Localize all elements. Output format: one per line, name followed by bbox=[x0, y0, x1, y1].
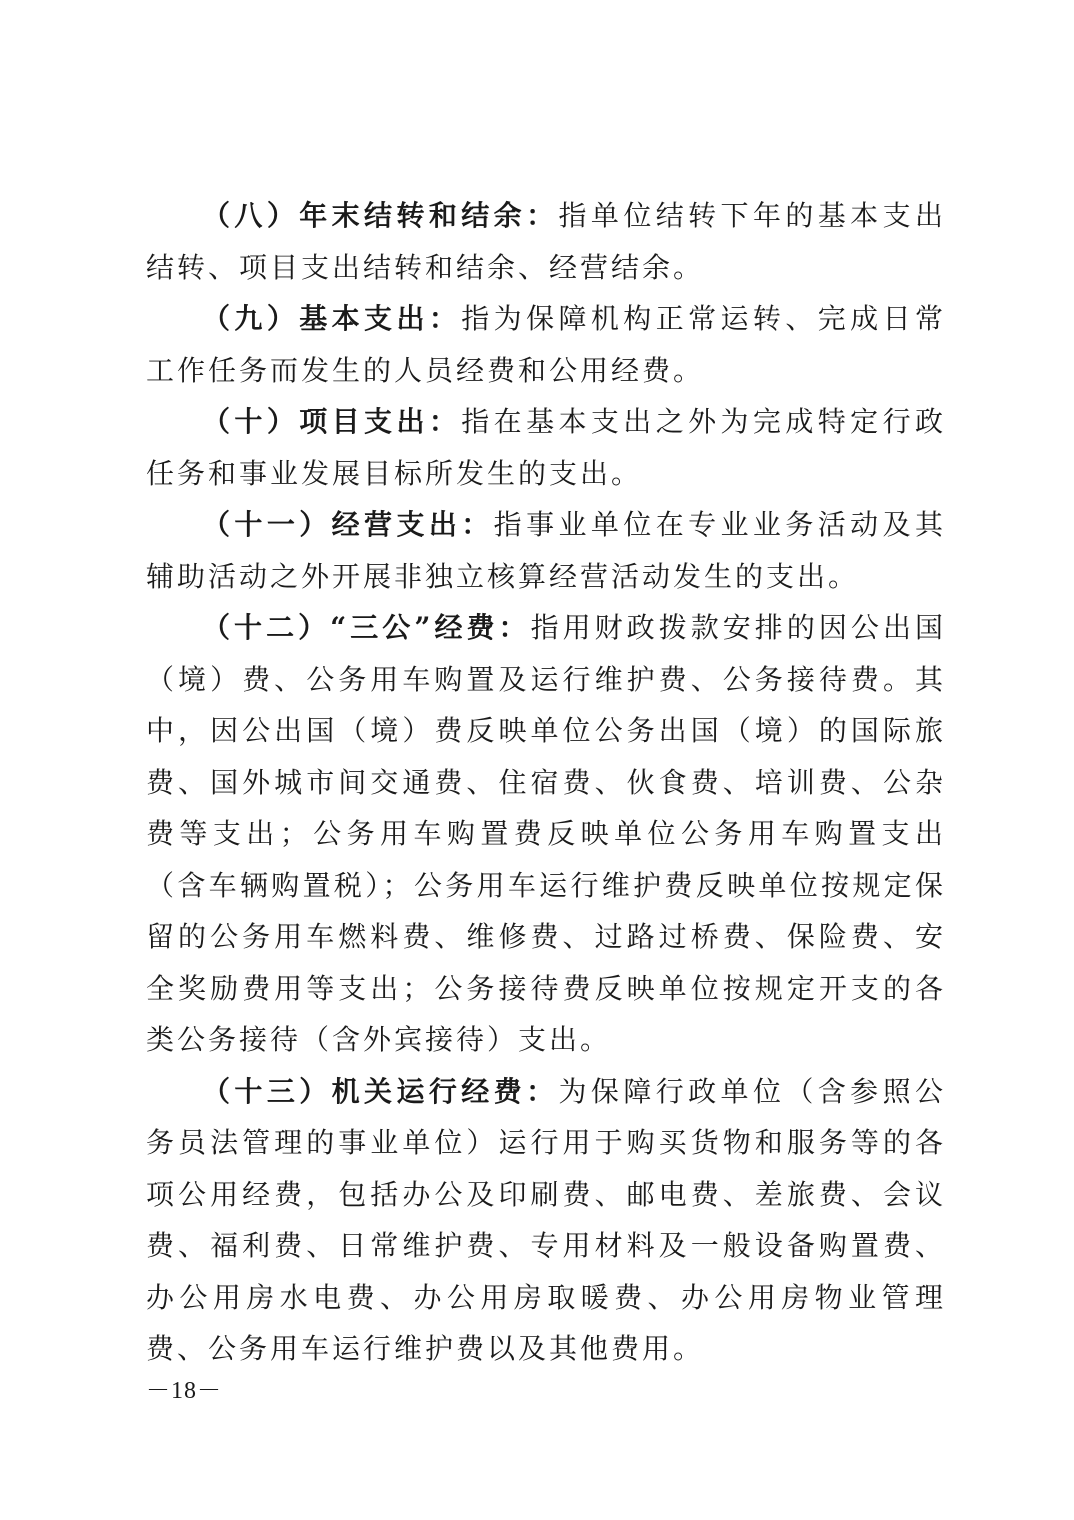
paragraph-basic-expenditure bbox=[146, 293, 946, 396]
term-label: （十一）经营支出： bbox=[202, 508, 494, 541]
definition-text: 为保障行政单位（含参照公务员法管理的事业单位）运行用于购买货物和服务等的各项公用经费，包括办公及印刷费、邮电费、差旅费、会议费、福利费、日常维护费、专用材料及一般设备购置费、办公用房水电费、办公用房取暖费、办公用房物业管理费、公务用车运行维护费以及其他费用。 bbox=[146, 1074, 946, 1365]
paragraph-project-expenditure bbox=[146, 396, 946, 499]
definition-text: 指事业单位在专业业务活动及其辅助活动之外开展非独立核算经营活动发生的支出。 bbox=[146, 508, 946, 593]
paragraph-operating-expenditure bbox=[146, 499, 946, 602]
paragraph-year-end-carryover bbox=[146, 190, 946, 293]
term-label: （十二）“三公”经费： bbox=[202, 611, 531, 644]
term-label: （九）基本支出： bbox=[202, 302, 462, 335]
paragraph-three-public-expenses bbox=[146, 602, 946, 1066]
paragraph-agency-operating-funds bbox=[146, 1066, 946, 1375]
term-label: （十三）机关运行经费： bbox=[202, 1074, 559, 1108]
definition-text: 指单位结转下年的基本支出结转、项目支出结转和结余、经营结余。 bbox=[146, 199, 946, 284]
page-number: －18－ bbox=[146, 1378, 222, 1404]
definition-text: 指用财政拨款安排的因公出国（境）费、公务用车购置及运行维护费、公务接待费。其中，因公出国（境）费反映单位公务出国（境）的国际旅费、国外城市间交通费、住宿费、伙食费、培训费、公杂费等支出；公务用车购置费反映单位公务用车购置支出（含车辆购置税）；公务用车运行维护费反映单位按规定保留的公务用车燃料费、维修费、过路过桥费、保险费、安全奖励费用等支出；公务接待费反映单位按规定开支的各类公务接待（含外宾接待）支出。 bbox=[146, 611, 946, 1056]
term-label: （十）项目支出： bbox=[202, 405, 462, 438]
document-body bbox=[146, 190, 946, 1375]
definition-text: 指为保障机构正常运转、完成日常工作任务而发生的人员经费和公用经费。 bbox=[146, 302, 946, 387]
definition-text: 指在基本支出之外为完成特定行政任务和事业发展目标所发生的支出。 bbox=[146, 405, 946, 490]
term-label: （八）年末结转和结余： bbox=[202, 199, 559, 232]
